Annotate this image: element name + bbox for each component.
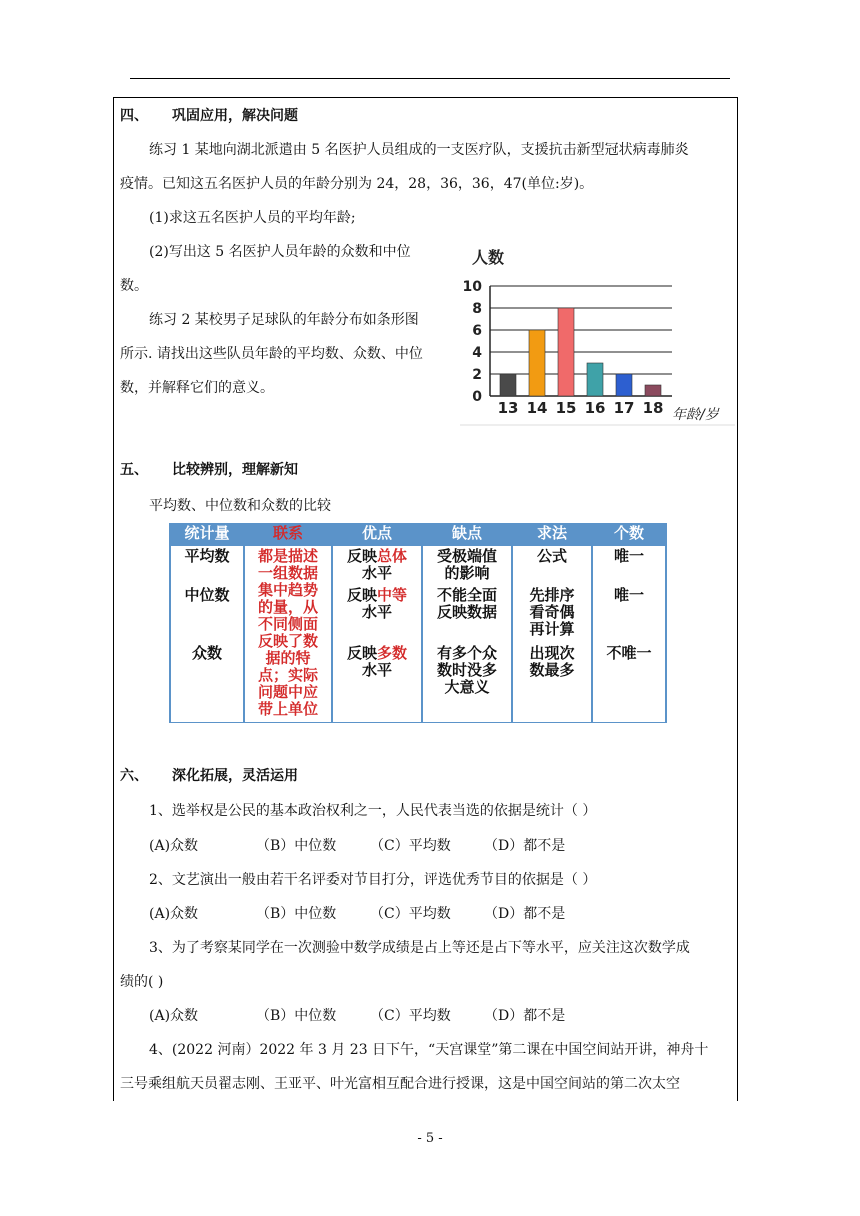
row-median-name: 中位数	[171, 585, 243, 643]
link-line: 不同侧面	[257, 615, 318, 633]
row-mean-advantage-b: 总体	[377, 547, 408, 565]
row-median-method-c: 再计算	[529, 620, 575, 638]
chart-x-tick: 13	[497, 399, 519, 417]
mc-options-1-a: (A)众数	[149, 838, 199, 854]
row-mode-advantage	[333, 643, 421, 722]
exercise-2-line-1: 练习 2 某校男子足球队的年龄分布如条形图	[149, 312, 419, 328]
link-line: 集中趋势	[257, 581, 318, 599]
section-5-title: 比较辨别，理解新知	[172, 462, 298, 478]
link-line: 问题中应	[257, 683, 318, 701]
row-median-advantage	[333, 585, 421, 643]
chart-bar-15	[558, 308, 574, 396]
page-number: - 5 -	[417, 1131, 443, 1146]
exercise-2-line-3: 数，并解释它们的意义。	[120, 380, 274, 396]
chart-bar-13	[500, 374, 516, 396]
row-mode-disadvantage	[423, 643, 511, 722]
link-line: 反映了数	[257, 632, 318, 650]
mc-question-3-line-2: 绩的( )	[120, 974, 164, 990]
row-median-method	[513, 585, 591, 643]
chart-x-tick: 15	[555, 399, 577, 417]
row-mode-disadvantage-a: 有多个众	[436, 644, 497, 662]
mc-options-1-d: （D）都不是	[484, 838, 566, 854]
age-bar-chart	[460, 242, 735, 427]
table-header-advantage: 优点	[361, 524, 392, 542]
table-header-method: 求法	[536, 524, 567, 542]
question-1: (1)求这五名医护人员的平均年龄;	[149, 210, 356, 226]
exercise-2-line-2: 所示. 请找出这些队员年龄的平均数、众数、中位	[120, 346, 423, 362]
row-mean-advantage	[333, 546, 421, 585]
table-header-disadvantage: 缺点	[451, 524, 482, 542]
link-line: 带上单位	[257, 700, 318, 718]
row-median-disadvantage	[423, 585, 511, 643]
row-mode-method	[513, 643, 591, 722]
mc-question-2: 2、文艺演出一般由若干名评委对节目打分，评选优秀节目的依据是（ ）	[149, 872, 597, 888]
mc-options-3-c: （C）平均数	[370, 1008, 451, 1024]
link-line: 点；实际	[257, 666, 318, 684]
row-median-method-b: 看奇偶	[529, 603, 575, 621]
header-rule	[130, 78, 730, 79]
row-mode-disadvantage-b: 数时没多	[436, 661, 497, 679]
chart-x-tick: 16	[584, 399, 606, 417]
section-6-number: 六、	[120, 768, 148, 784]
question-2-line-1: (2)写出这 5 名医护人员年龄的众数和中位	[149, 244, 411, 260]
row-mean-advantage-c: 水平	[361, 564, 392, 582]
row-mean-disadvantage-a: 受极端值	[436, 547, 497, 565]
mc-options-2-c: （C）平均数	[370, 906, 451, 922]
chart-x-tick: 17	[613, 399, 635, 417]
mc-question-3-line-1: 3、为了考察某同学在一次测验中数学成绩是占上等还是占下等水平，应关注这次数学成	[149, 940, 690, 956]
mc-options-2-b: （B）中位数	[256, 906, 337, 922]
section-6-title: 深化拓展，灵活运用	[172, 768, 298, 784]
mc-options-1-c: （C）平均数	[370, 838, 451, 854]
mc-options-2-a: (A)众数	[149, 906, 199, 922]
link-column	[245, 546, 331, 722]
row-median-disadvantage-a: 不能全面	[436, 586, 497, 604]
row-mean-name: 平均数	[171, 546, 243, 585]
section-4-title: 巩固应用，解决问题	[172, 108, 298, 124]
row-median-count: 唯一	[593, 585, 665, 643]
row-mode-advantage-c: 水平	[361, 661, 392, 679]
chart-y-tick: 6	[472, 323, 482, 339]
mc-options-2-d: （D）都不是	[484, 906, 566, 922]
chart-y-tick: 10	[462, 279, 482, 295]
chart-x-tick: 14	[526, 399, 548, 417]
mc-options-3-a: (A)众数	[149, 1008, 199, 1024]
row-mode-name: 众数	[171, 643, 243, 722]
comparison-intro: 平均数、中位数和众数的比较	[149, 498, 331, 514]
row-mean-disadvantage-b: 的影响	[444, 564, 490, 582]
chart-bar-16	[587, 363, 603, 396]
row-mode-count: 不唯一	[593, 643, 665, 722]
row-mode-method-b: 数最多	[529, 661, 575, 679]
section-4-number: 四、	[120, 108, 148, 124]
row-median-advantage-a: 反映	[346, 586, 377, 604]
link-line: 都是描述	[257, 547, 318, 565]
chart-bar-14	[529, 330, 545, 396]
row-mode-advantage-b: 多数	[377, 644, 408, 662]
table-header-statistic: 统计量	[184, 524, 230, 542]
comparison-table	[169, 523, 667, 723]
chart-y-tick: 2	[472, 367, 482, 383]
exercise-1-line-1: 练习 1 某地向湖北派遣由 5 名医护人员组成的一支医疗队，支援抗击新型冠状病毒肺炎	[149, 142, 689, 158]
mc-options-3-b: （B）中位数	[256, 1008, 337, 1024]
row-mean-count: 唯一	[593, 546, 665, 585]
row-mode-disadvantage-c: 大意义	[444, 678, 490, 696]
chart-bar-18	[645, 385, 661, 396]
question-4-line-1: 4、(2022 河南）2022 年 3 月 23 日下午，“天宫课堂”第二课在中国空间站开讲，神舟十	[149, 1042, 709, 1058]
row-mean-advantage-a: 反映	[346, 547, 377, 565]
chart-y-tick: 4	[472, 345, 482, 361]
row-mean-disadvantage	[423, 546, 511, 585]
row-mode-method-a: 出现次	[529, 644, 575, 662]
question-4-line-2: 三号乘组航天员翟志刚、王亚平、叶光富相互配合进行授课，这是中国空间站的第二次太空	[120, 1076, 680, 1092]
link-line: 的量，从	[257, 598, 318, 616]
chart-x-label: 年龄/岁	[672, 407, 719, 423]
chart-y-label: 人数	[472, 248, 505, 267]
chart-y-tick: 8	[472, 301, 482, 317]
chart-bar-17	[616, 374, 632, 396]
row-mean-method: 公式	[513, 546, 591, 585]
link-line: 据的特	[265, 649, 311, 667]
section-5-number: 五、	[120, 462, 148, 478]
table-header-count: 个数	[613, 524, 644, 542]
row-median-advantage-c: 水平	[361, 603, 392, 621]
mc-question-1: 1、选举权是公民的基本政治权利之一，人民代表当选的依据是统计（ ）	[149, 803, 597, 819]
table-header-link: 联系	[272, 524, 303, 542]
row-median-advantage-b: 中等	[377, 586, 408, 604]
row-median-method-a: 先排序	[529, 586, 575, 604]
chart-y-tick: 0	[472, 389, 482, 405]
mc-options-1-b: （B）中位数	[256, 838, 337, 854]
row-median-disadvantage-b: 反映数据	[436, 603, 497, 621]
exercise-1-line-2: 疫情。已知这五名医护人员的年龄分别为 24，28，36，36，47(单位:岁)。	[120, 176, 594, 192]
chart-x-tick: 18	[642, 399, 664, 417]
row-mode-advantage-a: 反映	[346, 644, 377, 662]
mc-options-3-d: （D）都不是	[484, 1008, 566, 1024]
link-line: 一组数据	[257, 564, 318, 582]
question-2-line-2: 数。	[120, 278, 148, 294]
